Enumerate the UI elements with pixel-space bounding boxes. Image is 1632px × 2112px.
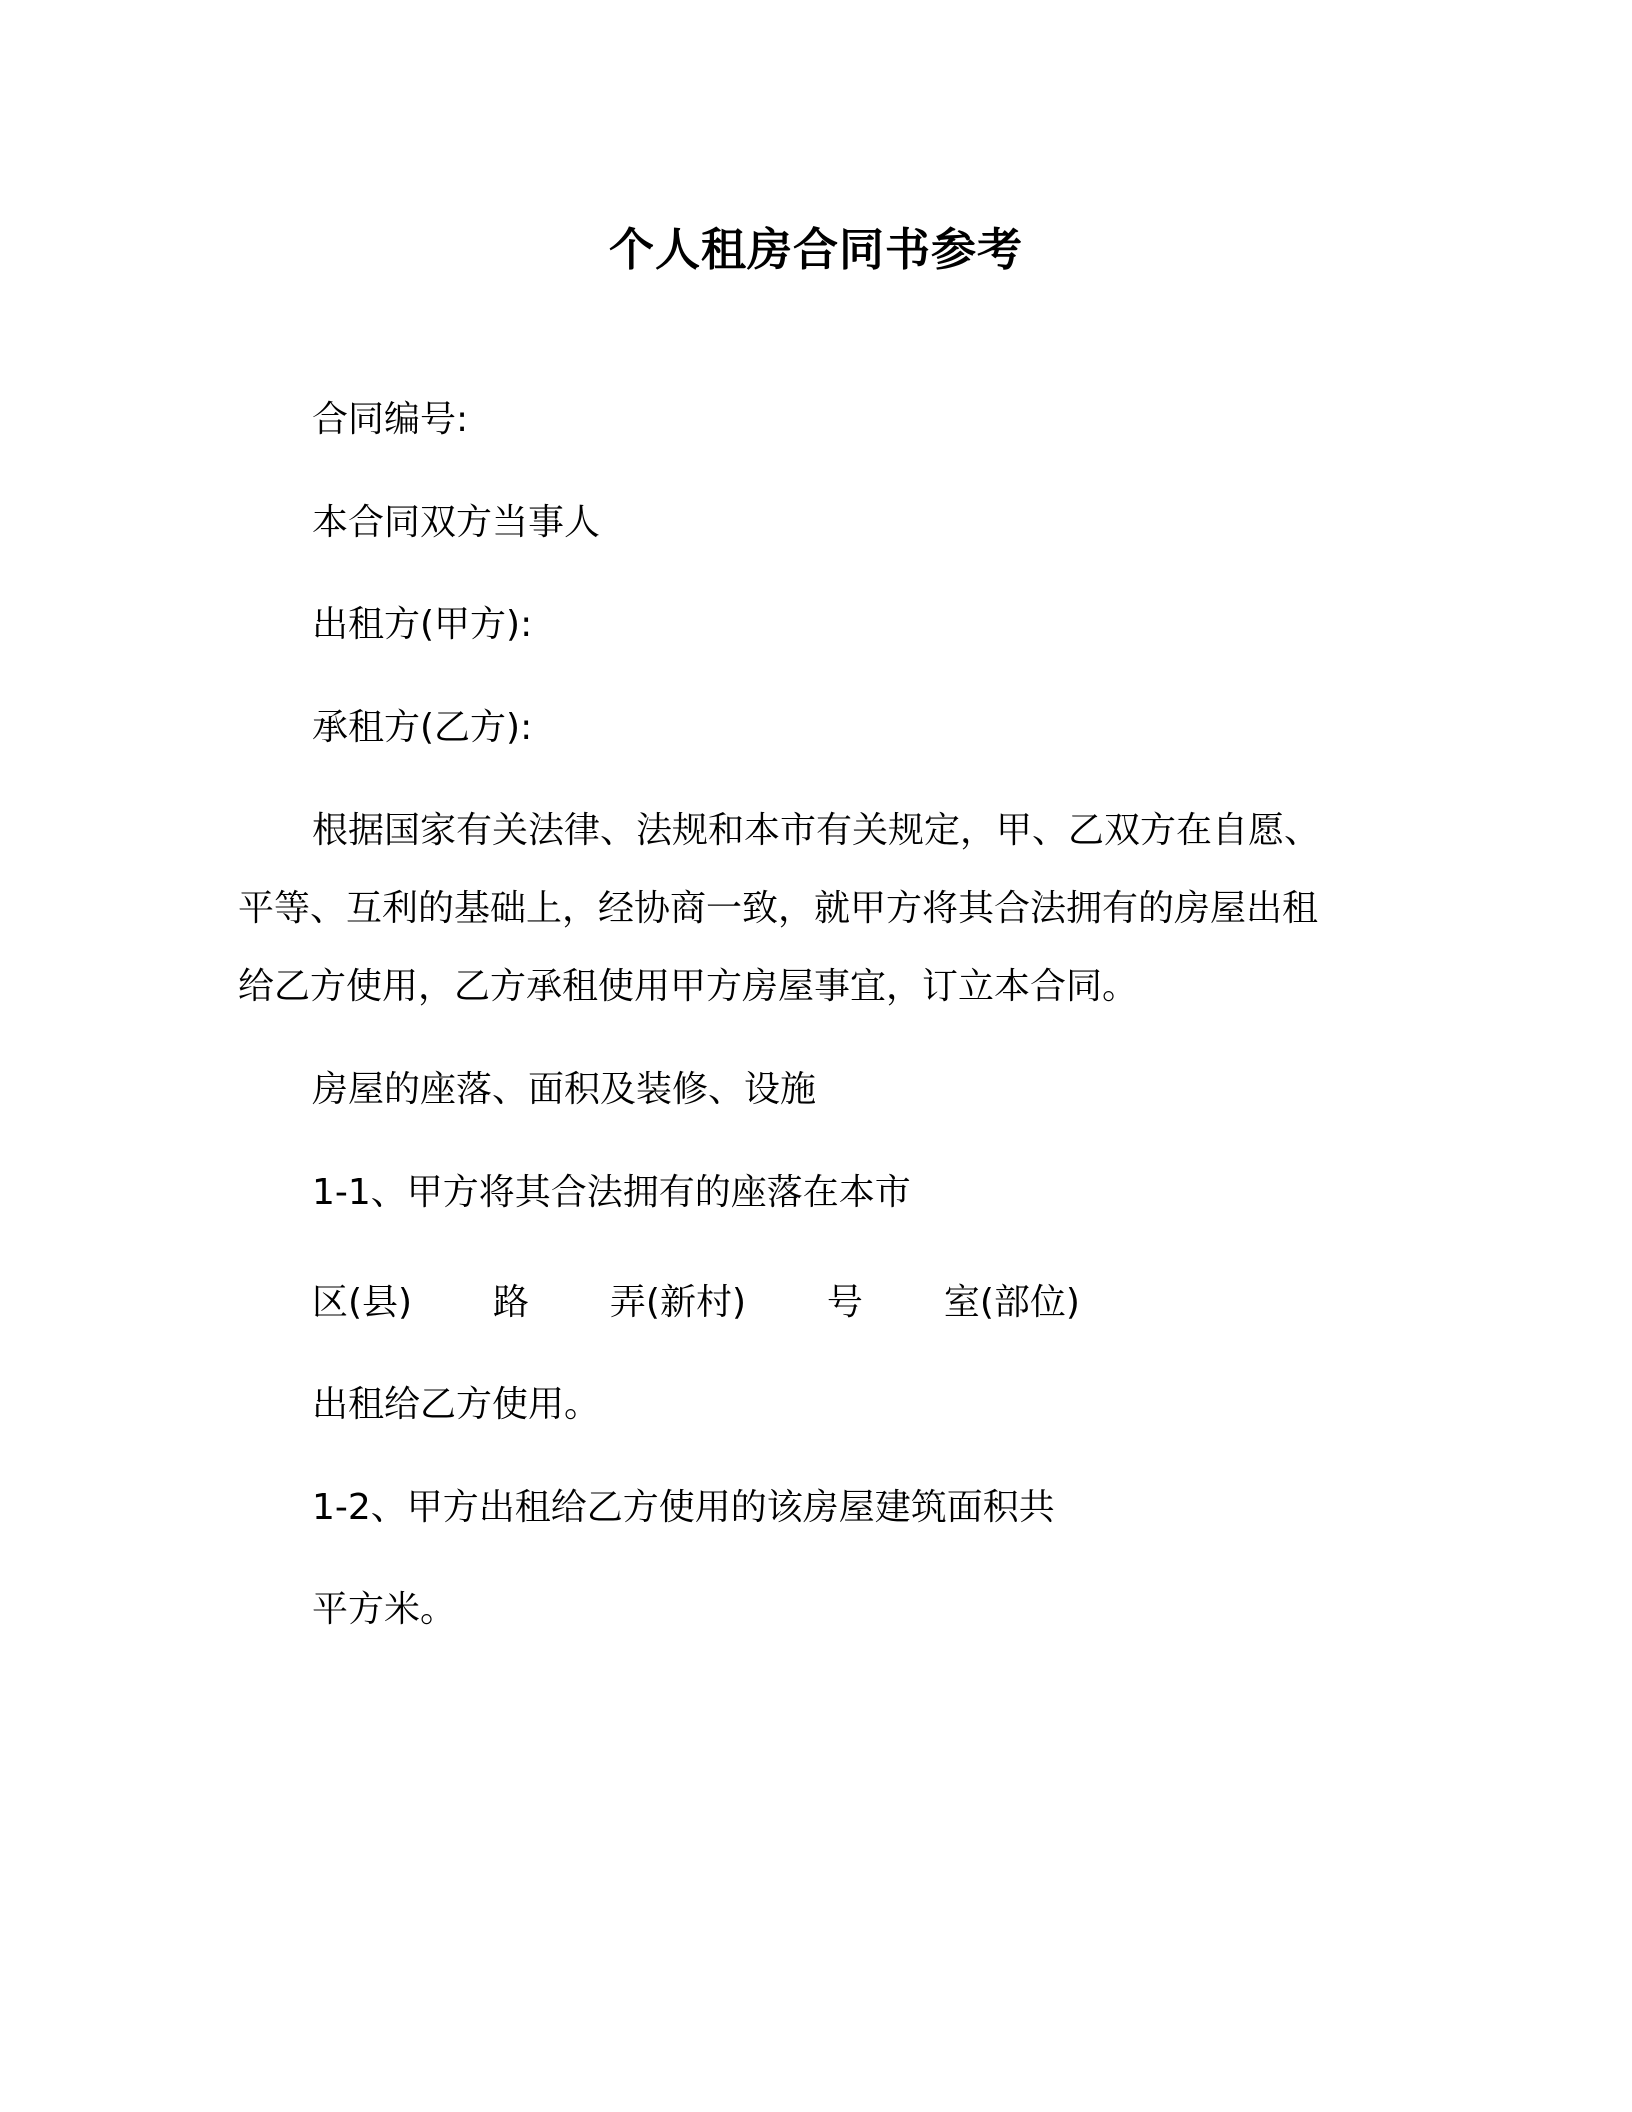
intro-line-3: 给乙方使用，乙方承租使用甲方房屋事宜，订立本合同。 <box>238 966 1139 1007</box>
intro-line-2: 平等、互利的基础上，经协商一致，就甲方将其合法拥有的房屋出租 <box>238 888 1319 929</box>
intro-paragraph <box>238 792 1358 1026</box>
address-lane: 弄(新村) <box>609 1282 747 1323</box>
lessee-label: 承租方(乙方): <box>312 707 533 748</box>
lessor-label: 出租方(甲方): <box>312 604 533 645</box>
clause-1-1: 1-1、甲方将其合法拥有的座落在本市 <box>312 1172 911 1213</box>
section-heading: 房屋的座落、面积及装修、设施 <box>312 1069 817 1110</box>
address-room: 室(部位) <box>943 1282 1080 1323</box>
intro-line-1: 根据国家有关法律、法规和本市有关规定，甲、乙双方在自愿、 <box>312 810 1321 851</box>
clause-1-1-end: 出租给乙方使用。 <box>312 1384 601 1425</box>
document-title: 个人租房合同书参考 <box>608 223 1023 276</box>
clause-1-2-end: 平方米。 <box>312 1589 457 1630</box>
parties-heading: 本合同双方当事人 <box>312 502 601 543</box>
contract-number-label: 合同编号: <box>312 399 469 440</box>
address-road: 路 <box>493 1282 530 1323</box>
address-row <box>312 1278 1080 1328</box>
address-district: 区(县) <box>312 1282 413 1323</box>
address-number: 号 <box>826 1282 863 1323</box>
clause-1-2: 1-2、甲方出租给乙方使用的该房屋建筑面积共 <box>312 1487 1055 1528</box>
